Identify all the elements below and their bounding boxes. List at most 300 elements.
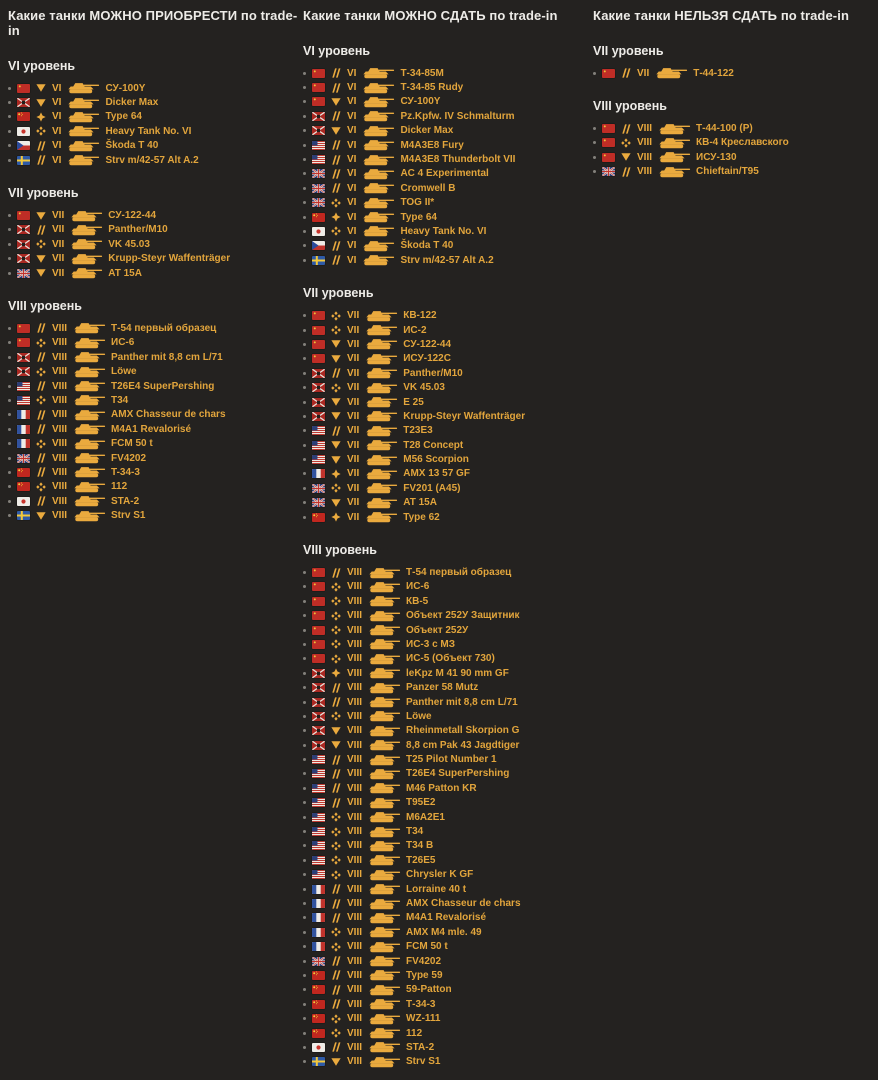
tier-label: VII bbox=[347, 482, 360, 494]
tank-silhouette-icon bbox=[658, 123, 691, 135]
tank-row bbox=[303, 152, 593, 166]
tank-row bbox=[303, 781, 593, 795]
class-heavy-icon bbox=[330, 841, 342, 851]
flag-germany-icon bbox=[312, 412, 325, 421]
tank-row bbox=[303, 896, 593, 910]
flag-ussr-icon bbox=[17, 324, 30, 333]
flag-germany-icon bbox=[312, 698, 325, 707]
tank-name: ИС-6 bbox=[406, 581, 430, 593]
flag-ussr-icon bbox=[312, 626, 325, 635]
tank-name: AT 15A bbox=[403, 497, 437, 509]
tier-section bbox=[8, 186, 298, 280]
tank-row bbox=[303, 882, 593, 896]
flag-ussr-icon bbox=[312, 354, 325, 363]
class-heavy-icon bbox=[330, 855, 342, 865]
tank-row bbox=[303, 124, 593, 138]
tank-name: T23E3 bbox=[403, 425, 433, 437]
tier-label: VIII bbox=[52, 394, 68, 406]
tank-name: T26E5 bbox=[406, 854, 436, 866]
tank-row bbox=[303, 1055, 593, 1069]
tank-silhouette-icon bbox=[368, 811, 401, 823]
flag-ussr-icon bbox=[312, 83, 325, 92]
class-heavy-icon bbox=[330, 596, 342, 606]
tank-name: M4A1 Revalorisé bbox=[406, 912, 487, 924]
flag-china-icon bbox=[17, 112, 30, 121]
tank-row bbox=[303, 925, 593, 939]
flag-japan-icon bbox=[17, 497, 30, 506]
tier-label: VII bbox=[347, 353, 360, 365]
bullet-icon bbox=[303, 888, 306, 891]
bullet-icon bbox=[593, 141, 596, 144]
tank-silhouette-icon bbox=[368, 969, 401, 981]
tank-silhouette-icon bbox=[368, 710, 401, 722]
tank-silhouette-icon bbox=[362, 254, 395, 266]
bullet-icon bbox=[8, 356, 11, 359]
tank-silhouette-icon bbox=[365, 367, 398, 379]
tank-row bbox=[8, 393, 298, 407]
tier-label: VIII bbox=[347, 998, 363, 1010]
flag-uk-icon bbox=[17, 454, 30, 463]
tank-row bbox=[303, 210, 593, 224]
flag-ussr-icon bbox=[312, 568, 325, 577]
tank-name: Strv S1 bbox=[111, 510, 146, 522]
flag-ussr-icon bbox=[312, 582, 325, 591]
tank-silhouette-icon bbox=[365, 482, 398, 494]
tank-name: Strv m/42-57 Alt A.2 bbox=[105, 154, 199, 166]
tank-silhouette-icon bbox=[67, 97, 100, 109]
bullet-icon bbox=[303, 444, 306, 447]
tank-name: Объект 252У bbox=[406, 624, 469, 636]
flag-usa-icon bbox=[312, 856, 325, 865]
tank-row bbox=[303, 652, 593, 666]
tank-row bbox=[593, 150, 878, 164]
flag-germany-icon bbox=[17, 367, 30, 376]
bullet-icon bbox=[303, 945, 306, 948]
bullet-icon bbox=[8, 327, 11, 330]
tank-silhouette-icon bbox=[73, 481, 106, 493]
flag-ussr-icon bbox=[312, 597, 325, 606]
tier-section bbox=[303, 286, 593, 524]
bullet-icon bbox=[303, 458, 306, 461]
tank-name: M4A3E8 Thunderbolt VII bbox=[400, 154, 516, 166]
class-heavy-icon bbox=[330, 483, 342, 493]
tank-row bbox=[8, 494, 298, 508]
tank-name: FV4202 bbox=[111, 452, 147, 464]
tier-label: VIII bbox=[347, 941, 363, 953]
bullet-icon bbox=[303, 516, 306, 519]
bullet-icon bbox=[303, 830, 306, 833]
flag-ussr-icon bbox=[312, 654, 325, 663]
tank-row bbox=[303, 738, 593, 752]
flag-usa-icon bbox=[312, 441, 325, 450]
tank-silhouette-icon bbox=[362, 125, 395, 137]
tank-name: Heavy Tank No. VI bbox=[105, 125, 192, 137]
tank-name: Löwe bbox=[111, 366, 137, 378]
tank-name: Type 64 bbox=[105, 111, 142, 123]
tier-label: VIII bbox=[347, 624, 363, 636]
class-light-icon bbox=[330, 212, 342, 222]
tank-row bbox=[303, 954, 593, 968]
tank-name: FV4202 bbox=[406, 955, 442, 967]
bullet-icon bbox=[303, 600, 306, 603]
tank-row bbox=[303, 666, 593, 680]
tank-name: КВ-122 bbox=[403, 310, 437, 322]
tier-label: VI bbox=[52, 97, 62, 109]
tank-row bbox=[303, 452, 593, 466]
class-medium-icon bbox=[330, 83, 342, 93]
tank-name: T26E4 SuperPershing bbox=[111, 380, 215, 392]
tier-label: VIII bbox=[52, 337, 68, 349]
tier-label: VII bbox=[52, 238, 65, 250]
flag-usa-icon bbox=[312, 426, 325, 435]
tank-name: ИСУ-122С bbox=[403, 353, 451, 365]
tank-silhouette-icon bbox=[365, 439, 398, 451]
tank-silhouette-icon bbox=[368, 682, 401, 694]
tier-section-label: VIII уровень bbox=[8, 299, 82, 314]
tier-label: VIII bbox=[347, 926, 363, 938]
bullet-icon bbox=[303, 357, 306, 360]
bullet-icon bbox=[8, 500, 11, 503]
tank-silhouette-icon bbox=[368, 739, 401, 751]
tank-silhouette-icon bbox=[365, 410, 398, 422]
tank-name: Panther/M10 bbox=[403, 367, 463, 379]
tier-label: VI bbox=[347, 254, 357, 266]
tier-label: VIII bbox=[347, 696, 363, 708]
tank-row bbox=[303, 409, 593, 423]
tank-name: Rheinmetall Skorpion G bbox=[406, 725, 520, 737]
class-medium-icon bbox=[330, 697, 342, 707]
tier-label: VIII bbox=[637, 137, 653, 149]
tank-name: ИС-2 bbox=[403, 324, 427, 336]
tank-row bbox=[303, 224, 593, 238]
class-heavy-icon bbox=[330, 1028, 342, 1038]
bullet-icon bbox=[303, 314, 306, 317]
tank-row bbox=[303, 1040, 593, 1054]
tank-name: FV201 (A45) bbox=[403, 482, 461, 494]
tier-label: VIII bbox=[52, 423, 68, 435]
bullet-icon bbox=[303, 614, 306, 617]
tank-name: Объект 252У Защитник bbox=[406, 610, 520, 622]
tank-row bbox=[303, 695, 593, 709]
tank-name: Т-34-85М bbox=[400, 67, 444, 79]
tier-label: VIII bbox=[347, 567, 363, 579]
flag-czech-icon bbox=[17, 141, 30, 150]
bullet-icon bbox=[8, 101, 11, 104]
class-heavy-icon bbox=[35, 126, 47, 136]
flag-ussr-icon bbox=[312, 611, 325, 620]
tank-row bbox=[303, 565, 593, 579]
tier-label: VII bbox=[52, 267, 65, 279]
tank-row bbox=[303, 796, 593, 810]
class-medium-icon bbox=[330, 985, 342, 995]
tank-row bbox=[8, 422, 298, 436]
tier-label: VI bbox=[52, 82, 62, 94]
tank-silhouette-icon bbox=[362, 211, 395, 223]
bullet-icon bbox=[303, 758, 306, 761]
tier-label: VIII bbox=[637, 151, 653, 163]
class-heavy-icon bbox=[35, 239, 47, 249]
class-heavy-icon bbox=[620, 138, 632, 148]
tier-label: VIII bbox=[347, 638, 363, 650]
bullet-icon bbox=[303, 259, 306, 262]
flag-usa-icon bbox=[312, 155, 325, 164]
bullet-icon bbox=[303, 816, 306, 819]
column-title: Какие танки НЕЛЬЗЯ СДАТЬ по trade-in bbox=[593, 8, 849, 23]
tier-label: VII bbox=[347, 410, 360, 422]
tank-row bbox=[303, 680, 593, 694]
tank-row bbox=[303, 196, 593, 210]
tank-name: WZ-111 bbox=[406, 1013, 441, 1025]
class-medium-icon bbox=[330, 999, 342, 1009]
class-medium-icon bbox=[330, 568, 342, 578]
class-medium-icon bbox=[330, 956, 342, 966]
tank-name: Т-54 первый образец bbox=[406, 567, 512, 579]
flag-germany-icon bbox=[17, 254, 30, 263]
tier-label: VIII bbox=[347, 1041, 363, 1053]
bullet-icon bbox=[303, 487, 306, 490]
bullet-icon bbox=[8, 514, 11, 517]
tank-row bbox=[303, 637, 593, 651]
bullet-icon bbox=[303, 629, 306, 632]
flag-france-icon bbox=[312, 913, 325, 922]
flag-japan-icon bbox=[312, 227, 325, 236]
flag-france-icon bbox=[17, 410, 30, 419]
tank-silhouette-icon bbox=[362, 182, 395, 194]
tank-name: Krupp-Steyr Waffenträger bbox=[403, 410, 526, 422]
class-td-icon bbox=[330, 498, 342, 508]
tier-label: VII bbox=[347, 310, 360, 322]
flag-china-icon bbox=[312, 1014, 325, 1023]
tank-name: AC 4 Experimental bbox=[400, 168, 489, 180]
class-td-icon bbox=[620, 152, 632, 162]
tier-label: VIII bbox=[347, 1056, 363, 1068]
class-td-icon bbox=[330, 455, 342, 465]
class-td-icon bbox=[330, 97, 342, 107]
class-medium-icon bbox=[35, 352, 47, 362]
tier-label: VIII bbox=[637, 123, 653, 135]
tank-row bbox=[303, 997, 593, 1011]
tank-silhouette-icon bbox=[73, 466, 106, 478]
bullet-icon bbox=[303, 643, 306, 646]
bullet-icon bbox=[303, 1003, 306, 1006]
tank-name: M6A2E1 bbox=[406, 811, 445, 823]
flag-ussr-icon bbox=[312, 311, 325, 320]
bullet-icon bbox=[8, 115, 11, 118]
flag-usa-icon bbox=[312, 813, 325, 822]
tank-row bbox=[8, 364, 298, 378]
tank-row bbox=[593, 66, 878, 80]
flag-china-icon bbox=[312, 985, 325, 994]
tank-silhouette-icon bbox=[67, 111, 100, 123]
bullet-icon bbox=[8, 385, 11, 388]
tier-label: VII bbox=[347, 382, 360, 394]
flag-uk-icon bbox=[602, 167, 615, 176]
bullet-icon bbox=[8, 159, 11, 162]
tank-name: VK 45.03 bbox=[403, 382, 445, 394]
tank-silhouette-icon bbox=[67, 82, 100, 94]
tank-silhouette-icon bbox=[368, 638, 401, 650]
tank-silhouette-icon bbox=[368, 898, 401, 910]
class-heavy-icon bbox=[330, 582, 342, 592]
tank-row bbox=[303, 752, 593, 766]
flag-usa-icon bbox=[312, 870, 325, 879]
bullet-icon bbox=[303, 715, 306, 718]
class-medium-icon bbox=[620, 68, 632, 78]
bullet-icon bbox=[303, 859, 306, 862]
bullet-icon bbox=[303, 657, 306, 660]
flag-germany-icon bbox=[312, 683, 325, 692]
flag-france-icon bbox=[312, 885, 325, 894]
class-medium-icon bbox=[330, 183, 342, 193]
class-medium-icon bbox=[35, 453, 47, 463]
tank-name: Škoda T 40 bbox=[105, 140, 159, 152]
flag-germany-icon bbox=[312, 712, 325, 721]
tank-silhouette-icon bbox=[73, 380, 106, 392]
tier-section bbox=[593, 99, 878, 179]
tank-row bbox=[303, 395, 593, 409]
sections bbox=[593, 44, 878, 179]
tier-label: VIII bbox=[347, 739, 363, 751]
class-light-icon bbox=[330, 668, 342, 678]
tank-name: ИС-5 (Объект 730) bbox=[406, 653, 495, 665]
bullet-icon bbox=[303, 501, 306, 504]
tank-name: Type 59 bbox=[406, 969, 443, 981]
class-medium-icon bbox=[330, 798, 342, 808]
bullet-icon bbox=[303, 115, 306, 118]
tier-label: VIII bbox=[347, 667, 363, 679]
tank-name: AMX Chasseur de chars bbox=[406, 898, 521, 909]
tank-silhouette-icon bbox=[73, 366, 106, 378]
tier-section-label: VII уровень bbox=[593, 44, 664, 58]
class-heavy-icon bbox=[330, 198, 342, 208]
tank-name: СУ-122-44 bbox=[403, 338, 452, 350]
class-medium-icon bbox=[330, 426, 342, 436]
tank-silhouette-icon bbox=[368, 1027, 401, 1039]
tier-label: VI bbox=[52, 140, 62, 152]
bullet-icon bbox=[8, 399, 11, 402]
tank-row bbox=[303, 323, 593, 337]
tank-silhouette-icon bbox=[365, 338, 398, 350]
tank-name: AT 15A bbox=[108, 267, 142, 279]
flag-germany-icon bbox=[17, 353, 30, 362]
tank-row bbox=[8, 266, 298, 280]
tank-name: T34 B bbox=[406, 840, 434, 852]
bullet-icon bbox=[303, 744, 306, 747]
class-medium-icon bbox=[330, 884, 342, 894]
tier-label: VI bbox=[347, 110, 357, 122]
tank-name: 59-Patton bbox=[406, 984, 452, 996]
tank-row bbox=[303, 1026, 593, 1040]
class-td-icon bbox=[35, 268, 47, 278]
tank-name: Löwe bbox=[406, 710, 432, 722]
class-medium-icon bbox=[330, 755, 342, 765]
tank-silhouette-icon bbox=[368, 1041, 401, 1053]
class-heavy-icon bbox=[35, 338, 47, 348]
class-heavy-icon bbox=[330, 639, 342, 649]
tank-name: КВ-5 bbox=[406, 595, 429, 607]
flag-ussr-icon bbox=[17, 84, 30, 93]
tank-silhouette-icon bbox=[73, 452, 106, 464]
column-cannot-trade-in bbox=[593, 8, 878, 179]
tank-row bbox=[8, 81, 298, 95]
tank-silhouette-icon bbox=[368, 955, 401, 967]
tank-name: 112 bbox=[406, 1027, 423, 1039]
bullet-icon bbox=[593, 156, 596, 159]
tank-silhouette-icon bbox=[73, 409, 106, 421]
tank-silhouette-icon bbox=[362, 154, 395, 166]
tank-silhouette-icon bbox=[365, 511, 398, 523]
flag-usa-icon bbox=[312, 784, 325, 793]
tank-silhouette-icon bbox=[368, 782, 401, 794]
flag-uk-icon bbox=[312, 198, 325, 207]
bullet-icon bbox=[8, 144, 11, 147]
tank-row bbox=[303, 337, 593, 351]
bullet-icon bbox=[303, 100, 306, 103]
tank-silhouette-icon bbox=[362, 67, 395, 79]
class-td-icon bbox=[330, 740, 342, 750]
tank-row bbox=[303, 467, 593, 481]
class-light-icon bbox=[330, 469, 342, 479]
bullet-icon bbox=[8, 442, 11, 445]
tank-name: Type 62 bbox=[403, 511, 440, 523]
tank-name: Т-44-100 (Р) bbox=[696, 123, 753, 135]
tank-row bbox=[8, 508, 298, 522]
tier-label: VIII bbox=[52, 366, 68, 378]
tank-silhouette-icon bbox=[658, 166, 691, 178]
tank-name: Dicker Max bbox=[105, 97, 159, 109]
tank-row bbox=[303, 366, 593, 380]
tank-row bbox=[8, 124, 298, 138]
tank-name: T95E2 bbox=[406, 797, 436, 809]
bullet-icon bbox=[303, 72, 306, 75]
tank-row bbox=[303, 824, 593, 838]
class-td-icon bbox=[35, 511, 47, 521]
tank-silhouette-icon bbox=[362, 197, 395, 209]
tank-name: T34 bbox=[406, 826, 424, 838]
tier-label: VIII bbox=[347, 840, 363, 852]
tier-section bbox=[303, 543, 593, 1069]
bullet-icon bbox=[303, 86, 306, 89]
bullet-icon bbox=[8, 471, 11, 474]
flag-ussr-icon bbox=[17, 211, 30, 220]
bullet-icon bbox=[303, 1032, 306, 1035]
tier-label: VIII bbox=[347, 710, 363, 722]
bullet-icon bbox=[303, 787, 306, 790]
bullet-icon bbox=[303, 158, 306, 161]
tank-name: Krupp-Steyr Waffenträger bbox=[108, 253, 231, 265]
tier-label: VI bbox=[52, 111, 62, 123]
tier-label: VIII bbox=[52, 322, 68, 334]
tank-name: Cromwell B bbox=[400, 182, 456, 194]
tank-silhouette-icon bbox=[368, 624, 401, 636]
tier-label: VIII bbox=[347, 595, 363, 607]
tank-silhouette-icon bbox=[368, 926, 401, 938]
class-td-icon bbox=[330, 126, 342, 136]
tank-silhouette-icon bbox=[368, 883, 401, 895]
class-heavy-icon bbox=[330, 927, 342, 937]
tank-silhouette-icon bbox=[368, 840, 401, 852]
tier-section bbox=[593, 44, 878, 80]
tank-row bbox=[303, 138, 593, 152]
tank-name: СУ-100Y bbox=[105, 82, 146, 94]
tank-name: Lorraine 40 t bbox=[406, 883, 467, 895]
class-td-icon bbox=[330, 397, 342, 407]
tank-name: AMX M4 mle. 49 bbox=[406, 926, 482, 938]
tank-row bbox=[303, 352, 593, 366]
tier-label: VIII bbox=[52, 438, 68, 450]
flag-usa-icon bbox=[312, 755, 325, 764]
tank-row bbox=[303, 911, 593, 925]
